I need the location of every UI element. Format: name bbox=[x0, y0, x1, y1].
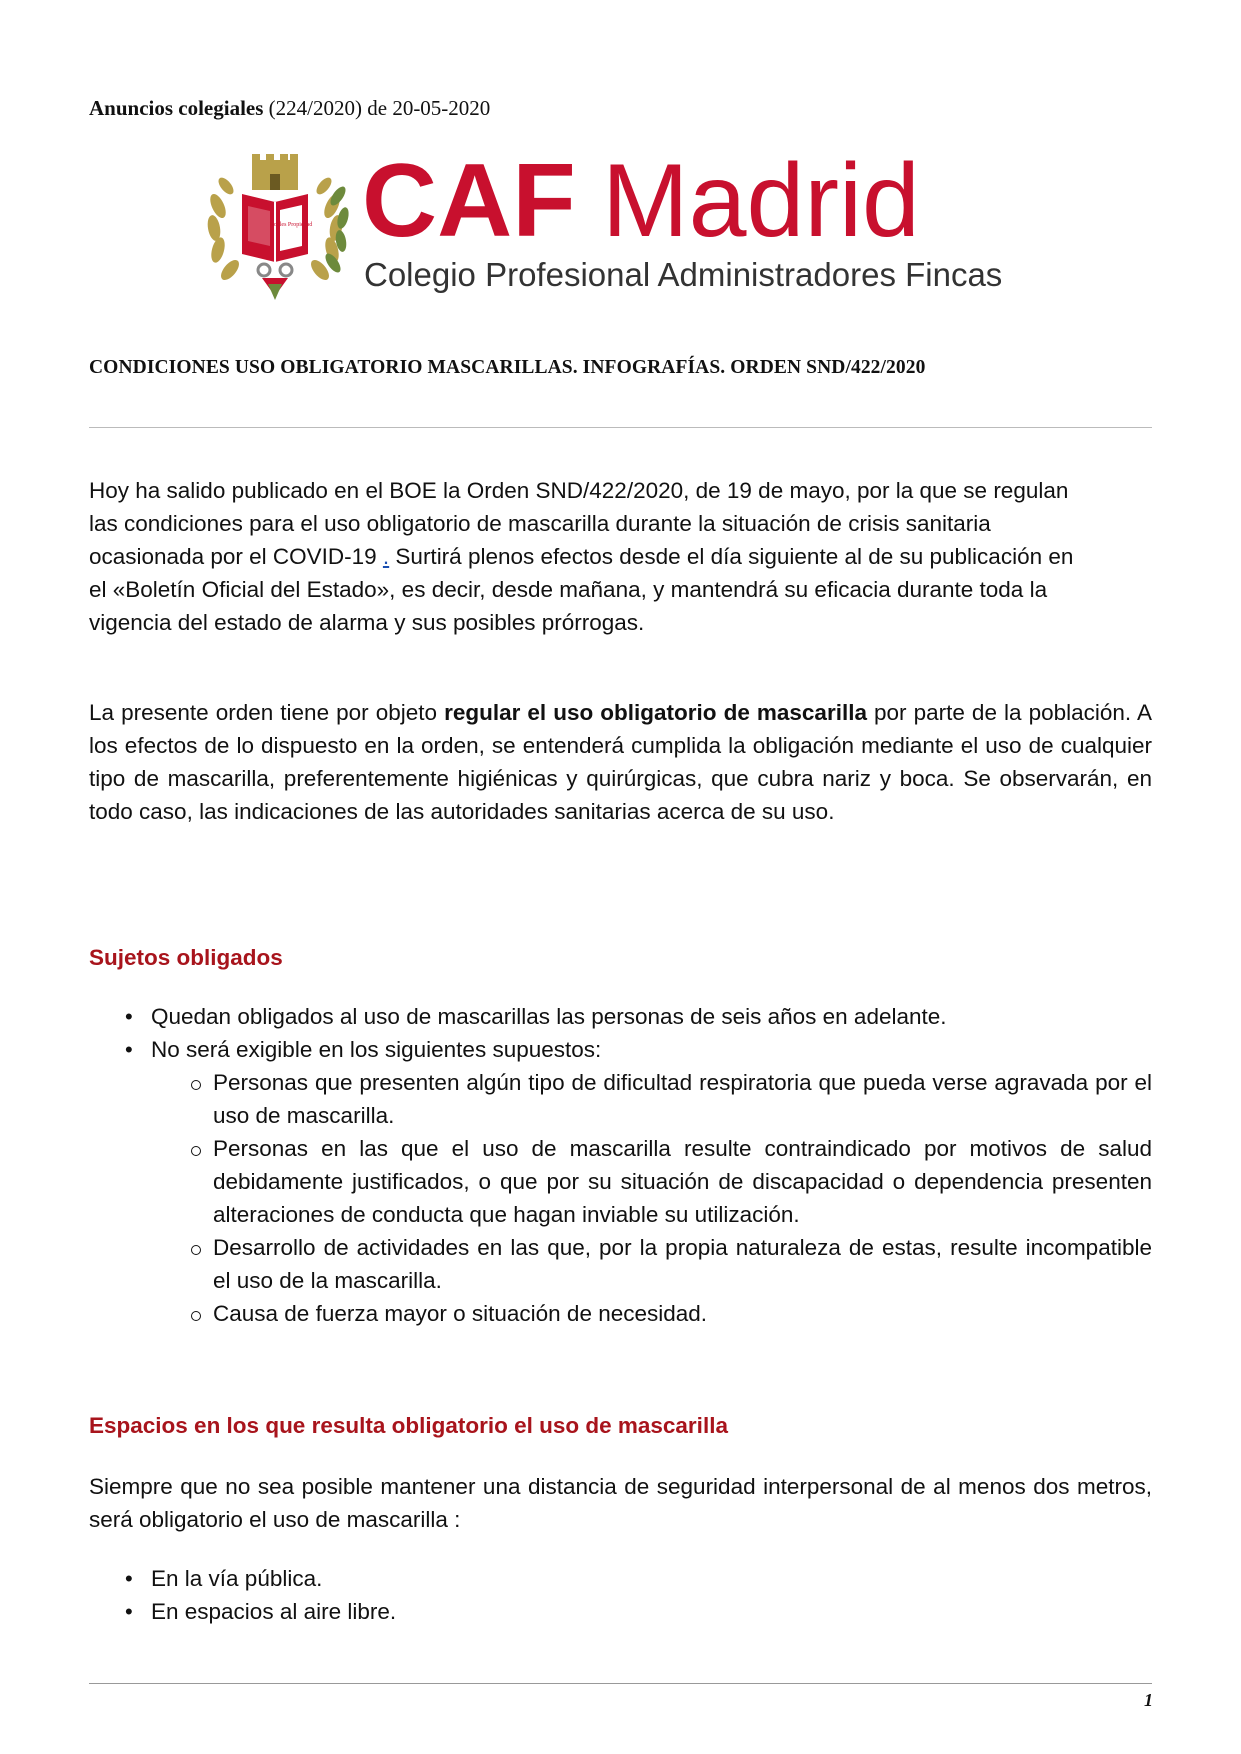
exceptions-sublist bbox=[151, 1066, 1152, 1330]
brand-caf: CAF bbox=[362, 146, 576, 259]
sublist-item: Personas en las que el uso de mascarilla resulte contraindicado por motivos de salud debidamente justificados, o que por su situación de discapacidad o dependencia presenten alteraciones de conducta que hagan inviable su utilización. bbox=[151, 1132, 1152, 1231]
announcement-header bbox=[89, 96, 490, 121]
logo-subtitle: Colegio Profesional Administradores Fincas bbox=[364, 256, 1003, 293]
announcement-label: Anuncios colegiales bbox=[89, 96, 264, 120]
intro-text-continued: Surtirá plenos efectos desde el día siguiente al de su publicación en el «Boletín Oficial del Estado», es decir, desde mañana, y mantendrá su eficacia durante toda la vigencia del estado de alarma y sus posibles prórrogas. bbox=[89, 544, 1074, 635]
list-item-text: No será exigible en los siguientes supuestos: bbox=[151, 1037, 602, 1062]
espacios-list bbox=[89, 1562, 1152, 1628]
section-heading-espacios: Espacios en los que resulta obligatorio el uso de mascarilla bbox=[89, 1413, 728, 1438]
objeto-paragraph bbox=[89, 696, 1152, 828]
announcement-number-date: (224/2020) de 20-05-2020 bbox=[263, 96, 491, 120]
espacios-paragraph: Siempre que no sea posible mantener una distancia de seguridad interpersonal de al menos dos metros, será obligatorio el uso de mascarilla : bbox=[89, 1474, 1152, 1532]
caf-madrid-logo bbox=[200, 146, 1050, 306]
book-inscription: Robles Propiedad bbox=[269, 222, 313, 228]
objeto-text-continued: por parte de la población. A los efectos de lo dispuesto en la orden, se entenderá cumplida la obligación mediante el uso de cualquier tipo de mascarilla, preferentemente higiénicas y quirúrgicas, que cubra nariz y boca. Se observarán, en todo caso, las indicaciones de las autoridades sanitarias acerca de su uso. bbox=[89, 700, 1152, 824]
sublist-item: Desarrollo de actividades en las que, por la propia naturaleza de estas, resulte incompatible el uso de la mascarilla. bbox=[151, 1231, 1152, 1297]
title-divider bbox=[89, 427, 1152, 428]
open-book-icon bbox=[242, 194, 312, 262]
footer-divider bbox=[89, 1683, 1152, 1684]
castle-icon bbox=[252, 154, 298, 190]
section-heading-sujetos: Sujetos obligados bbox=[89, 945, 283, 970]
sujetos-list bbox=[89, 1000, 1152, 1330]
intro-text: Hoy ha salido publicado en el BOE la Orden SND/422/2020, de 19 de mayo, por la que se regulan las condiciones para el uso obligatorio de mascarilla durante la situación de crisis sanitaria ocasionada por el COVID-19 bbox=[89, 478, 1069, 569]
objeto-emphasis: regular el uso obligatorio de mascarilla bbox=[444, 700, 867, 725]
brand-madrid: Madrid bbox=[602, 146, 920, 259]
list-item: • Quedan obligados al uso de mascarillas las personas de seis años en adelante. bbox=[89, 1000, 1152, 1033]
boe-link[interactable]: . bbox=[382, 544, 390, 569]
list-item bbox=[89, 1033, 1152, 1330]
intro-paragraph bbox=[89, 474, 1089, 639]
list-item: • En la vía pública. bbox=[89, 1562, 1152, 1595]
caf-madrid-logo-graphic bbox=[200, 146, 1050, 306]
sublist-item: Causa de fuerza mayor o situación de necesidad. bbox=[151, 1297, 1152, 1330]
ribbon-icon bbox=[258, 264, 292, 300]
page-number: 1 bbox=[1144, 1690, 1153, 1710]
document-title: CONDICIONES USO OBLIGATORIO MASCARILLAS. INFOGRAFÍAS. ORDEN SND/422/2020 bbox=[89, 357, 926, 378]
objeto-text: La presente orden tiene por objeto bbox=[89, 700, 445, 725]
sublist-item: Personas que presenten algún tipo de dificultad respiratoria que pueda verse agravada por el uso de mascarilla. bbox=[151, 1066, 1152, 1132]
list-item: • En espacios al aire libre. bbox=[89, 1595, 1152, 1628]
